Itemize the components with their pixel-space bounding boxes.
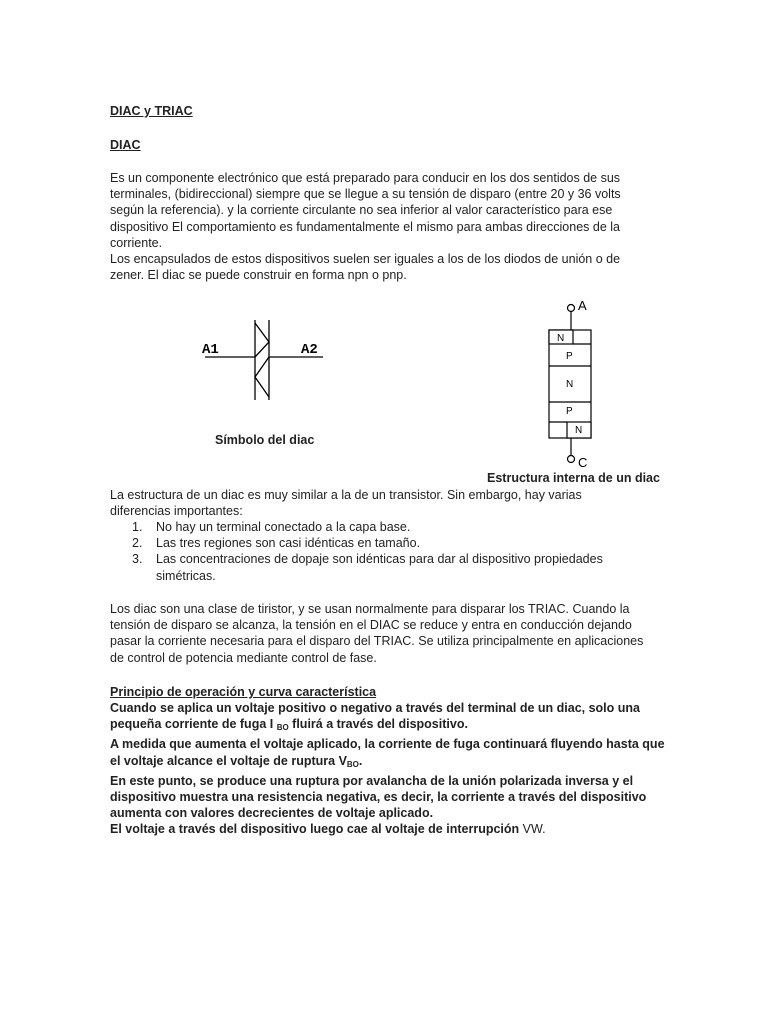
terminal-a-label: A xyxy=(578,298,587,313)
leakage-current-subscript: BO xyxy=(276,723,289,733)
vw-text: VW. xyxy=(522,822,546,837)
compare-paragraph xyxy=(110,487,670,519)
section-heading-diac: DIAC xyxy=(110,138,141,152)
list-item-number: 3. xyxy=(132,552,143,567)
list-item-text: Las concentraciones de dopaje son idénticas para dar al dispositivo propiedades xyxy=(156,552,603,567)
section-heading-principio: Principio de operación y curva característica xyxy=(110,685,377,699)
tiristor-line: de control de potencia mediante control de fase. xyxy=(110,650,377,665)
intro-paragraph xyxy=(110,170,670,283)
layer-label: P xyxy=(566,351,573,362)
intro-line: Es un componente electrónico que está preparado para conducir en los dos sentidos de sus xyxy=(110,171,621,185)
list-item-text: simétricas. xyxy=(156,568,216,583)
principio-line xyxy=(110,753,670,773)
list-item-text: No hay un terminal conectado a la capa base. xyxy=(156,520,411,534)
principio-text: El voltaje a través del dispositivo luego cae al voltaje de interrupción xyxy=(110,822,523,837)
principio-text: . xyxy=(358,753,363,768)
terminal-c-circle xyxy=(568,456,575,463)
tiristor-line: pasar la corriente necesaria para el disparo del TRIAC. Se utiliza principalmente en aplicaciones xyxy=(110,634,644,649)
intro-line: según la referencia). y la corriente circulante no sea inferior al valor característico para ese xyxy=(110,203,613,218)
layer-label: P xyxy=(566,406,573,417)
diac-structure-diagram xyxy=(540,296,620,468)
principio-paragraph xyxy=(110,700,670,838)
layer-label: N xyxy=(575,425,583,436)
list-item-number: 1. xyxy=(132,520,143,534)
symbol-label-a2: A2 xyxy=(301,342,318,358)
principio-line: dispositivo muestra una resistencia negativa, es decir, la corriente a través del dispositivo xyxy=(110,790,647,805)
intro-line: terminales, (bidireccional) siempre que se llegue a su tensión de disparo (entre 20 y 36 volts xyxy=(110,187,621,202)
differences-list xyxy=(110,519,670,584)
terminal-c-label: C xyxy=(578,455,588,468)
symbol-triangle-upper xyxy=(255,323,269,357)
principio-text: fluirá a través del dispositivo. xyxy=(288,717,468,732)
intro-line: zener. El diac se puede construir en forma npn o pnp. xyxy=(110,268,407,283)
document-title: DIAC y TRIAC xyxy=(110,104,193,118)
tiristor-paragraph xyxy=(110,601,670,666)
principio-line xyxy=(110,821,670,837)
compare-line: diferencias importantes: xyxy=(110,504,243,519)
list-item xyxy=(110,519,670,535)
principio-text: el voltaje alcance el voltaje de ruptura V xyxy=(110,753,347,768)
structure-caption: Estructura interna de un diac xyxy=(487,471,660,485)
principio-line: A medida que aumenta el voltaje aplicado, la corriente de fuga continuará fluyendo hasta que xyxy=(110,737,665,752)
intro-line: corriente. xyxy=(110,235,163,250)
terminal-a-circle xyxy=(568,305,575,312)
layer-label: N xyxy=(557,333,565,344)
intro-line: dispositivo El comportamiento es fundamentalmente el mismo para ambas direcciones de la xyxy=(110,219,620,234)
symbol-triangle-lower xyxy=(255,357,269,397)
list-item xyxy=(110,535,670,551)
symbol-caption: Símbolo del diac xyxy=(215,433,315,447)
list-item-number: 2. xyxy=(132,536,143,551)
tiristor-line: Los diac son una clase de tiristor, y se usan normalmente para disparar los TRIAC. Cuando la xyxy=(110,602,630,616)
breakover-voltage-subscript: BO xyxy=(346,759,359,769)
tiristor-line: tensión de disparo se alcanza, la tensión en el DIAC se reduce y entra en conducción dejando xyxy=(110,618,632,633)
principio-line: Cuando se aplica un voltaje positivo o negativo a través del terminal de un diac, solo una xyxy=(110,701,640,715)
diac-symbol-diagram xyxy=(195,315,335,405)
list-item xyxy=(110,551,670,583)
principio-text: pequeña corriente de fuga I xyxy=(110,717,277,732)
compare-line: La estructura de un diac es muy similar a la de un transistor. Sin embargo, hay varias xyxy=(110,488,582,502)
principio-line: En este punto, se produce una ruptura por avalancha de la unión polarizada inversa y el xyxy=(110,773,634,788)
symbol-label-a1: A1 xyxy=(202,342,219,358)
layer-label: N xyxy=(566,379,574,390)
list-item-text: Las tres regiones son casi idénticas en tamaño. xyxy=(156,536,421,551)
principio-line xyxy=(110,716,670,736)
principio-line: aumenta con valores decrecientes de voltaje aplicado. xyxy=(110,806,434,821)
intro-line: Los encapsulados de estos dispositivos suelen ser iguales a los de los diodos de unión o de xyxy=(110,252,621,267)
